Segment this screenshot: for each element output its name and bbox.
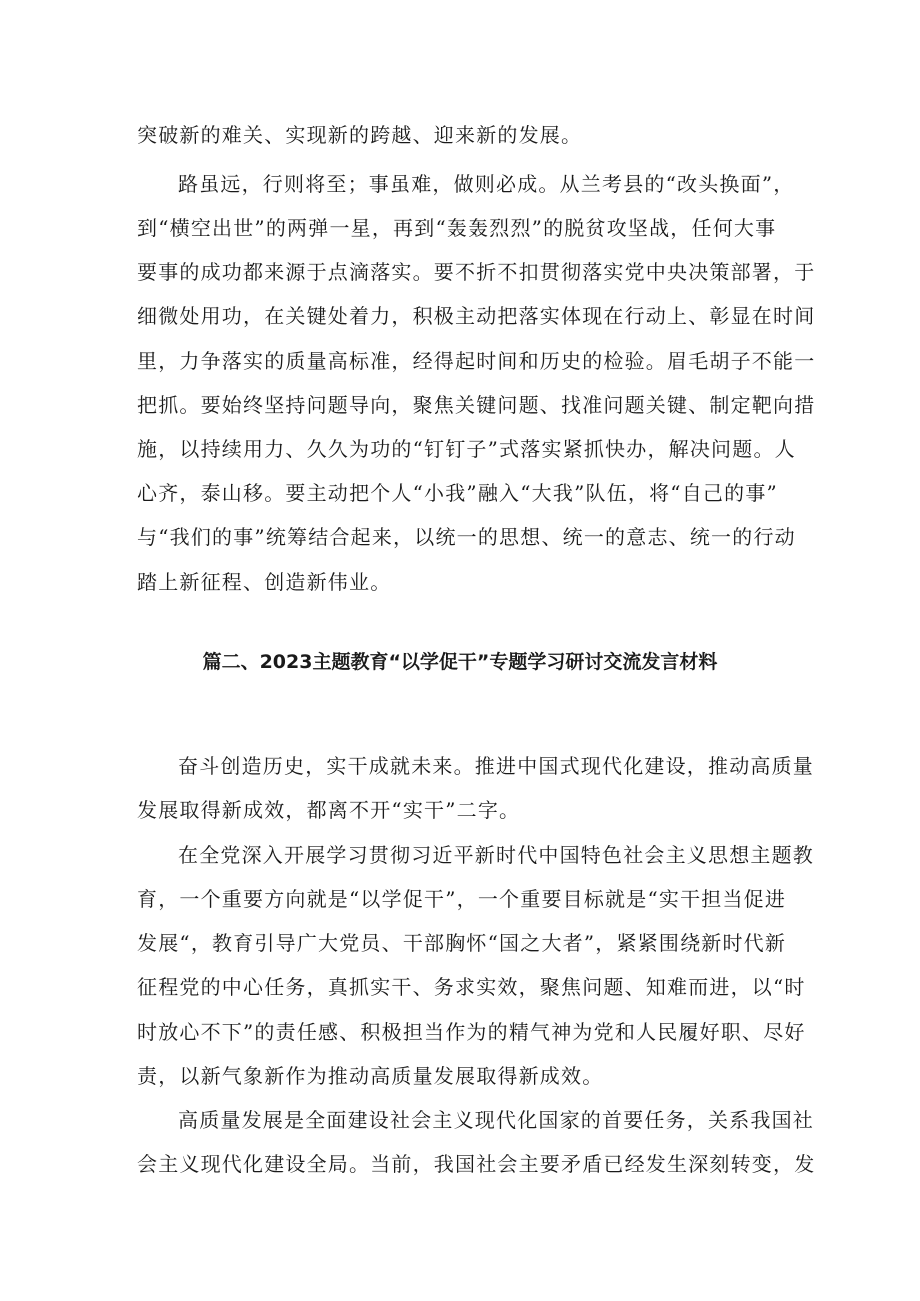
text-line: 与“我们的事”统筹结合起来，以统一的思想、统一的意志、统一的行动 (137, 525, 796, 549)
text-line: 会主义现代化建设全局。当前，我国社会主要矛盾已经发生深刻转变，发 (137, 1152, 816, 1176)
text-line: 踏上新征程、创造新伟业。 (137, 570, 392, 594)
text-line: 里，力争落实的质量高标准，经得起时间和历史的检验。眉毛胡子不能一 (137, 349, 816, 373)
section-heading: 篇二、2023主题教育“以学促干”专题学习研讨交流发言材料 (202, 651, 718, 673)
text-line: 在全党深入开展学习贯彻习近平新时代中国特色社会主义思想主题教 (178, 843, 814, 867)
text-line: 发展取得新成效，都离不开“实干”二字。 (137, 798, 521, 822)
text-line: 责，以新气象新作为推动高质量发展取得新成效。 (137, 1064, 604, 1088)
text-line: 路虽远，行则将至；事虽难，做则必成。从兰考县的“改头换面”， (178, 172, 795, 196)
text-line: 施，以持续用力、久久为功的“钉钉子”式落实紧抓快办，解决问题。人 (137, 437, 796, 461)
text-line: 征程党的中心任务，真抓实干、务求实效，聚焦问题、知难而进，以“时 (137, 975, 806, 999)
text-line: 到“横空出世”的两弹一星，再到“轰轰烈烈”的脱贫攻坚战，任何大事 (137, 216, 777, 240)
text-line: 高质量发展是全面建设社会主义现代化国家的首要任务，关系我国社 (178, 1108, 814, 1132)
text-line: 时放心不下”的责任感、积极担当作为的精气神为党和人民履好职、尽好 (137, 1020, 806, 1044)
text-line: 育，一个重要方向就是“以学促干”，一个重要目标就是“实干担当促进 (137, 887, 787, 911)
text-line: 奋斗创造历史，实干成就未来。推进中国式现代化建设，推动高质量 (178, 754, 814, 778)
text-line: 心齐，泰山移。要主动把个人“小我”融入“大我”队伍，将“自己的事” (137, 481, 778, 505)
text-line: 发展“，教育引导广大党员、干部胸怀“国之大者”，紧紧围绕新时代新 (137, 931, 787, 955)
text-line: 突破新的难关、实现新的跨越、迎来新的发展。 (137, 123, 583, 147)
text-line: 要事的成功都来源于点滴落实。要不折不扣贯彻落实党中央决策部署，于 (137, 260, 816, 284)
text-line: 把抓。要始终坚持问题导向，聚焦关键问题、找准问题关键、制定靶向措 (137, 393, 816, 417)
text-line: 细微处用功，在关键处着力，积极主动把落实体现在行动上、彰显在时间 (137, 304, 816, 328)
